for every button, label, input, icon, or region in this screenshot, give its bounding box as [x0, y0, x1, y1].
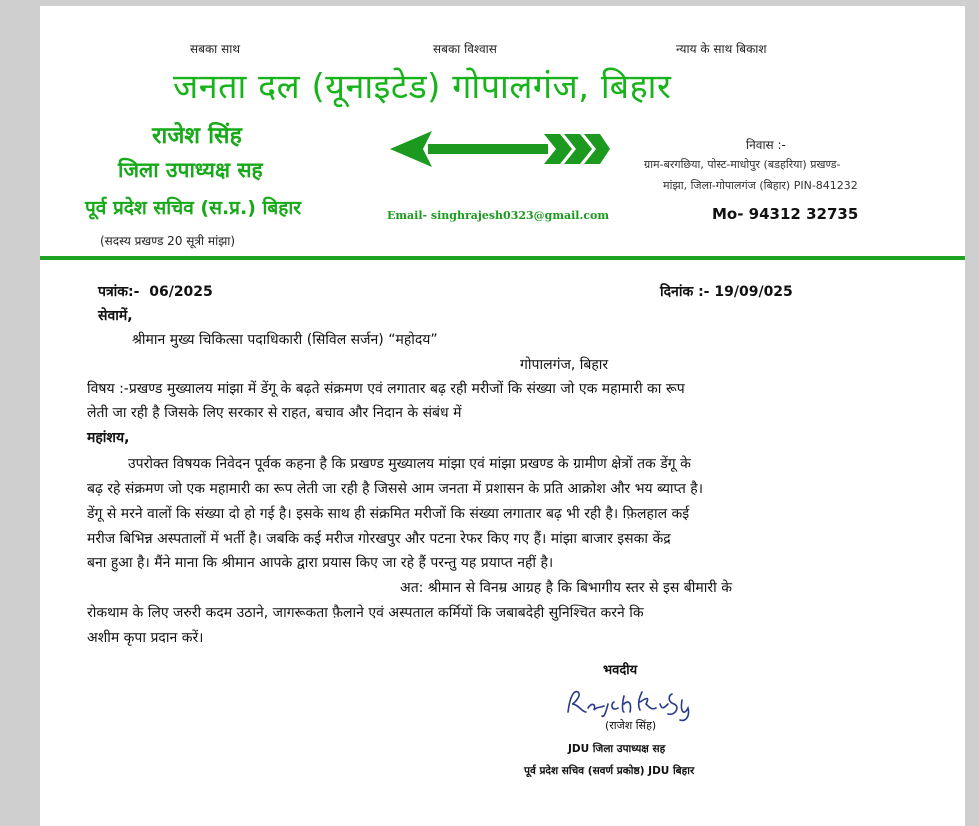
- date-value: 19/09/025: [714, 284, 793, 300]
- salutation-to: सेवामें,: [98, 308, 133, 324]
- member-note: (सदस्य प्रखण्ड 20 सूत्री मांझा): [100, 234, 236, 248]
- designation-line-2: पूर्व प्रदेश सचिव (स.प्र.) बिहार: [85, 197, 302, 219]
- designation-line-1: जिला उपाध्यक्ष सह: [118, 158, 263, 182]
- body-line: मरीज बिभिन्न अस्पतालों में भर्ती है। जबकि कई मरीज गोरखपुर और पटना रेफर किए गए हैं। मांझा बाजार इसका केंद्र: [87, 531, 671, 547]
- arrow-logo-icon: [388, 128, 610, 170]
- request-line: रोकथाम के लिए जरुरी कदम उठाने, जागरूकता फ़ैलाने एवं अस्पताल कर्मियों कि जबाबदेही सुनिश्चित करने कि: [87, 605, 644, 621]
- signature-line-2: पूर्व प्रदेश सचिव (सवर्ण प्रकोष्ठ) JDU बिहार: [524, 765, 695, 777]
- body-line: बढ़ रहे संक्रमण जो एक महामारी का रूप लेती जा रही है जिससे आम जनता में प्रशासन के प्रति आक्रोश और भय ब्याप्त है।: [87, 481, 704, 497]
- closing: भवदीय: [603, 663, 638, 678]
- leader-name: राजेश सिंह: [152, 123, 242, 149]
- subject-line-2: लेती जा रही है जिसके लिए सरकार से राहत, बचाव और निदान के संबंध में: [87, 405, 462, 421]
- body-line: उपरोक्त विषयक निवेदन पूर्वक कहना है कि प्रखण्ड मुख्यालय मांझा एवं मांझा प्रखण्ड के ग्रामीण क्षेत्रों तक डेंगू के: [128, 456, 691, 472]
- slogan-left: सबका साथ: [190, 42, 240, 56]
- body-line: बना हुआ है। मैंने माना कि श्रीमान आपके द्वारा प्रयास किए जा रहे हैं परन्तु यह प्रयाप्त नहीं है।: [87, 555, 554, 571]
- party-title: जनता दल (यूनाइटेड) गोपालगंज, बिहार: [173, 67, 672, 107]
- mobile-number: Mo- 94312 32735: [712, 205, 859, 223]
- header-divider: [40, 256, 965, 260]
- handwritten-signature: [564, 682, 704, 722]
- signatory-name: (राजेश सिंह): [605, 719, 657, 732]
- request-line: अशीम कृपा प्रदान करें।: [87, 630, 204, 646]
- letter-page: [40, 6, 965, 826]
- ref-number: 06/2025: [149, 284, 213, 300]
- address-line-2: मांझा, जिला-गोपालगंज (बिहार) PIN-841232: [663, 179, 858, 192]
- ref-label: पत्रांक:-: [98, 284, 140, 300]
- slogan-center: सबका विश्वास: [433, 42, 497, 56]
- residence-label: निवास :-: [746, 138, 786, 152]
- body-line: डेंगू से मरने वालों कि संख्या दो हो गई है। इसके साथ ही संक्रमित मरीजों कि संख्या लगातार बढ़ भी रही है। फ़िलहाल कई: [87, 506, 690, 522]
- slogan-right: न्याय के साथ बिकाश: [676, 42, 767, 56]
- email-address: Email- singhrajesh0323@gmail.com: [387, 209, 609, 222]
- reference-label: [98, 280, 213, 305]
- greeting: महांशय,: [87, 430, 130, 446]
- subject-line-1: विषय :-प्रखण्ड मुख्यालय मांझा में डेंगू के बढ़ते संक्रमण एवं लगातार बढ़ रही मरीजों कि संख्या जो एक महामारी का रूप: [87, 381, 685, 397]
- date-label: दिनांक :-: [660, 284, 710, 300]
- recipient-place: गोपालगंज, बिहार: [520, 357, 609, 373]
- signature-line-1: JDU जिला उपाध्यक्ष सह: [568, 743, 666, 755]
- recipient: श्रीमान मुख्य चिकित्सा पदाधिकारी (सिविल सर्जन) “महोदय”: [132, 332, 438, 348]
- request-line: अत: श्रीमान से विनम्र आग्रह है कि बिभागीय स्तर से इस बीमारी के: [400, 580, 732, 596]
- address-line-1: ग्राम-बरगछिया, पोस्ट-माधोपुर (बडहरिया) प्रखण्ड-: [644, 158, 841, 171]
- date-line: [660, 280, 793, 305]
